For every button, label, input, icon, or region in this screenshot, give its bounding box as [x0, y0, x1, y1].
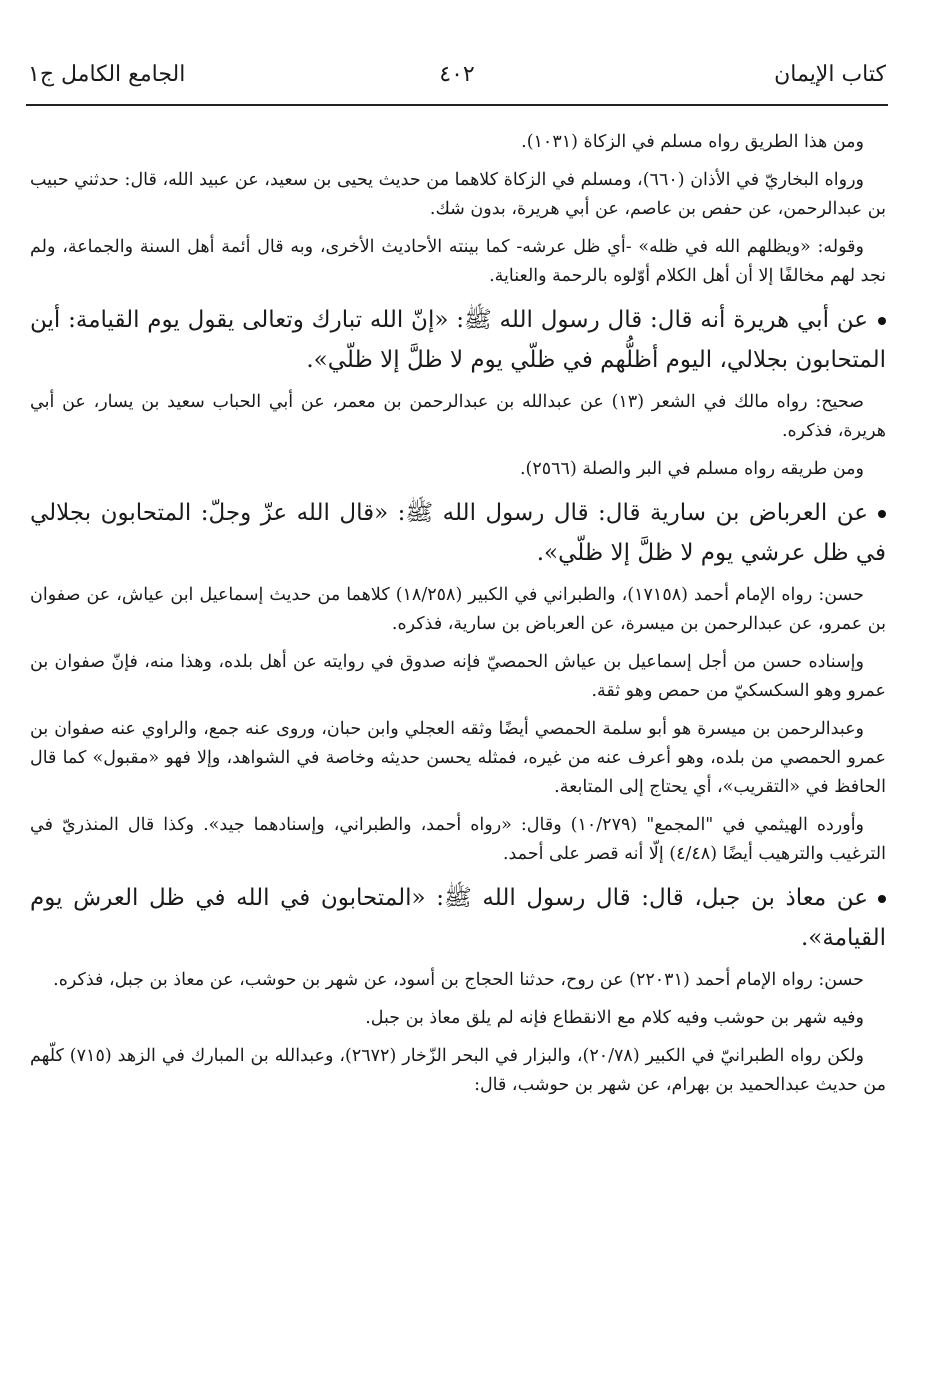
paragraph: وقوله: «ويظلهم الله في ظله» -أي ظل عرشه- كما بينته الأحاديث الأخرى، وبه قال أئمة أهل السنة والجماعة، ولم نجد لهم مخالفًا إلا أن أهل الكلام أوّلوه بالرحمة والعناية. [30, 237, 886, 286]
page-header [28, 58, 886, 94]
book-section-title: كتاب الإيمان [774, 62, 886, 87]
page-body [30, 128, 886, 1109]
paragraph: ورواه البخاريّ في الأذان (٦٦٠)، ومسلم في الزكاة كلاهما من حديث يحيى بن سعيد، عن عبيد الله، قال: حدثني حبيب بن عبدالرحمن، عن حفص بن عاصم، عن أبي هريرة، بدون شك. [30, 170, 886, 219]
bullet-icon [878, 510, 886, 518]
page-number: ٤٠٢ [439, 62, 475, 87]
hadith-text: عن أبي هريرة أنه قال: قال رسول الله ﷺ: «إنّ الله تبارك وتعالى يقول يوم القيامة: أين المتحابون بجلالي، اليوم أظلُّهم في ظلّي يوم لا ظلَّ إلا ظلّي». [30, 307, 886, 373]
paragraph: ولكن رواه الطبرانيّ في الكبير (٢٠/٧٨)، والبزار في البحر الزّخار (٢٦٧٢)، وعبدالله بن المبارك في الزهد (٧١٥) كلّهم من حديث عبدالحميد بن بهرام، عن شهر بن حوشب، قال: [30, 1046, 886, 1095]
hadith-paragraph [30, 300, 886, 380]
paragraph: حسن: رواه الإمام أحمد (١٧١٥٨)، والطبراني في الكبير (١٨/٢٥٨) كلاهما من حديث إسماعيل ابن عياش، عن صفوان بن عمرو، عن عبدالرحمن بن ميسرة، عن العرباض بن سارية، فذكره. [30, 585, 886, 634]
paragraph: وعبدالرحمن بن ميسرة هو أبو سلمة الحمصي أيضًا وثقه العجلي وابن حبان، وروى عنه جمع، والراوي عنه صفوان بن عمرو الحمصي من بلده، وهو أعرف عنه من غيره، فمثله يحسن حديثه وخاصة في الشواهد، وإلا فهو «مقبول» كما قال الحافظ في «التقريب»، أي يحتاج إلى المتابعة. [30, 719, 886, 797]
hadith-text: عن العرباض بن سارية قال: قال رسول الله ﷺ: «قال الله عزّ وجلّ: المتحابون بجلالي في ظل عرشي يوم لا ظلَّ إلا ظلّي». [30, 500, 886, 566]
bullet-icon [878, 895, 886, 903]
paragraph: وأورده الهيثمي في "المجمع" (١٠/٢٧٩) وقال: «رواه أحمد، والطبراني، وإسنادهما جيد». وكذا قال المنذريّ في الترغيب والترهيب أيضًا (٤/٤٨) إلّا أنه قصر على أحمد. [30, 815, 886, 864]
bullet-icon [878, 317, 886, 325]
header-divider [26, 104, 888, 106]
paragraph: صحيح: رواه مالك في الشعر (١٣) عن عبدالله بن عبدالرحمن بن معمر، عن أبي الحباب سعيد بن يسار، عن أبي هريرة، فذكره. [30, 392, 886, 441]
paragraph: ومن طريقه رواه مسلم في البر والصلة (٢٥٦٦). [519, 459, 864, 479]
hadith-paragraph [30, 493, 886, 573]
book-volume-title: الجامع الكامل ج١ [28, 62, 186, 87]
paragraph: حسن: رواه الإمام أحمد (٢٢٠٣١) عن روح، حدثنا الحجاج بن أسود، عن شهر بن حوشب، عن معاذ بن جبل، فذكره. [53, 970, 864, 990]
hadith-paragraph [30, 878, 886, 958]
paragraph: ومن هذا الطريق رواه مسلم في الزكاة (١٠٣١). [521, 132, 864, 152]
paragraph: وفيه شهر بن حوشب وفيه كلام مع الانقطاع فإنه لم يلق معاذ بن جبل. [365, 1008, 864, 1028]
hadith-text: عن معاذ بن جبل، قال: قال رسول الله ﷺ: «المتحابون في الله في ظل العرش يوم القيامة». [30, 885, 886, 951]
paragraph: وإسناده حسن من أجل إسماعيل بن عياش الحمصيّ فإنه صدوق في روايته عن أهل بلده، وهذا منه، فإنّ صفوان بن عمرو وهو السكسكيّ من حمص وهو ثقة. [30, 652, 886, 701]
